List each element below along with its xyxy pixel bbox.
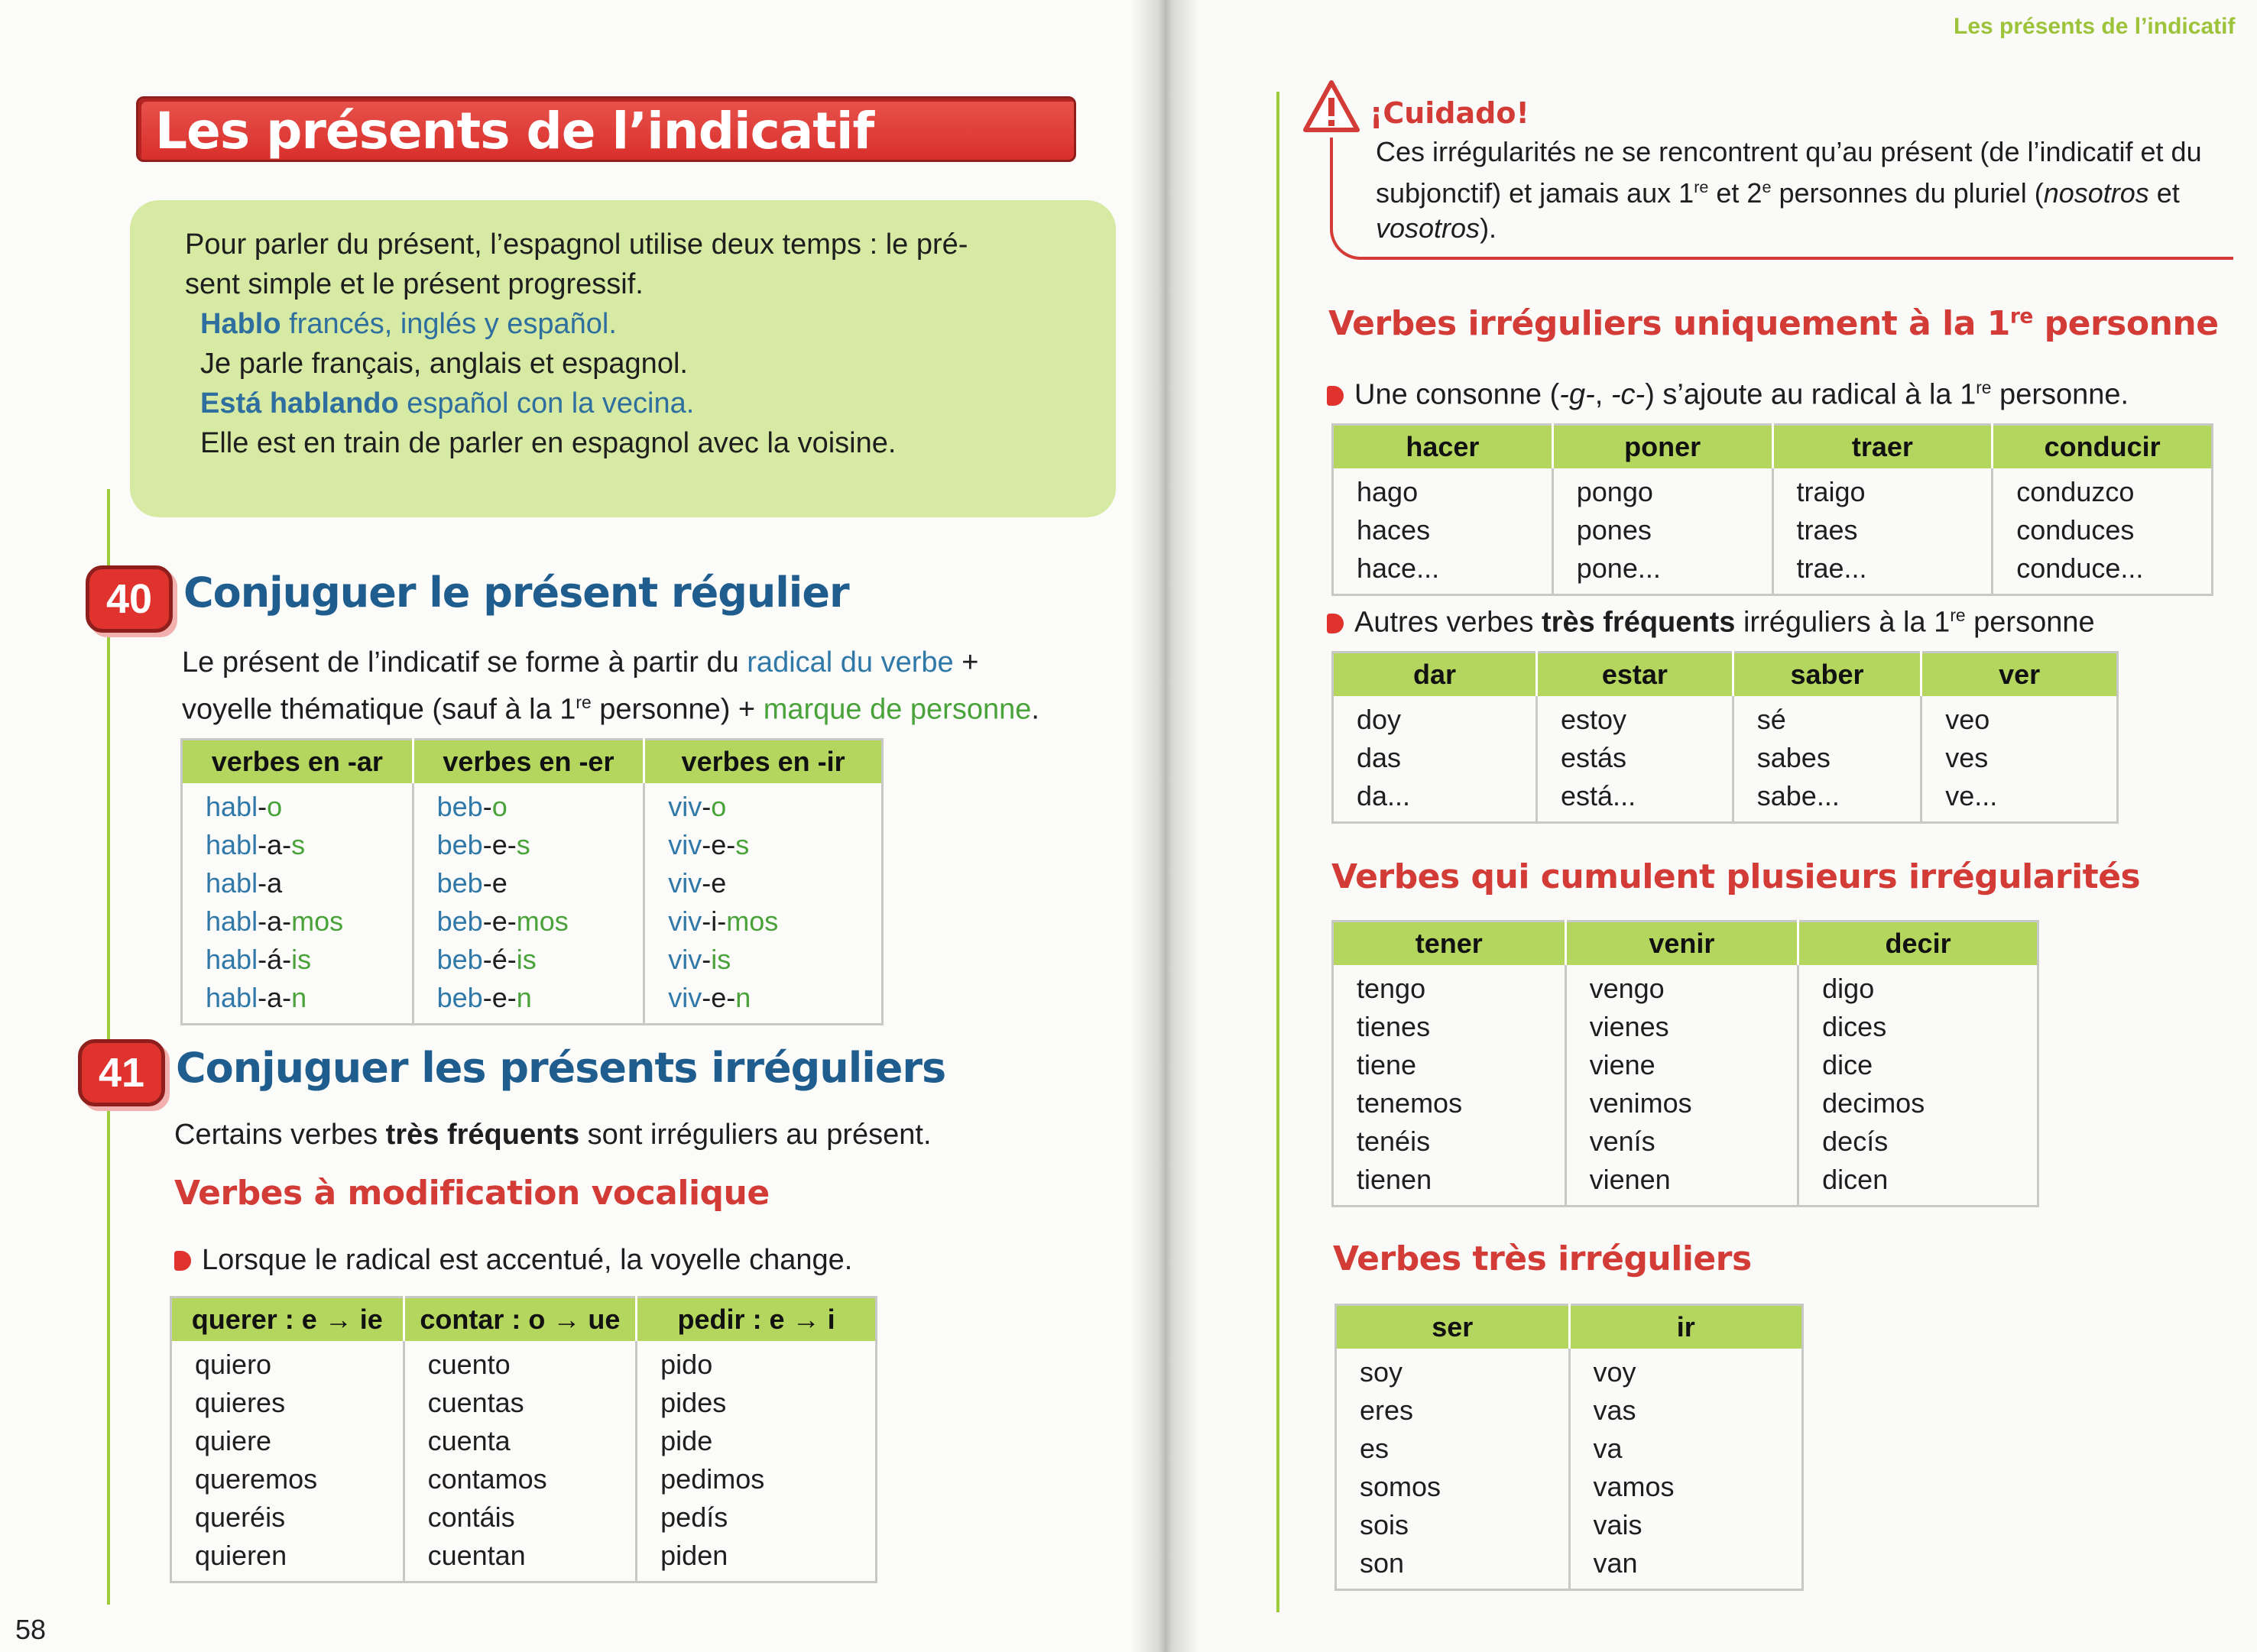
section-title-40: Conjuguer le présent régulier (183, 568, 849, 617)
list-item: tenemos (1357, 1087, 1463, 1119)
consonant-table (1331, 423, 2213, 596)
list-item: contamos (427, 1463, 547, 1495)
list-item: queréis (195, 1501, 286, 1533)
conjugation-er-3: beb-e-mos (436, 905, 569, 937)
list-item: queremos (195, 1463, 318, 1495)
running-head: Les présents de l’indicatif (1954, 14, 2236, 39)
section41-text: Certains verbes très fréquents sont irréguliers au présent. (174, 1119, 932, 1151)
conjugation-er-0: beb-o (436, 791, 508, 822)
list-item: conduce... (2016, 552, 2144, 584)
list-item: conduzco (2016, 476, 2135, 507)
conjugation-ar-2: habl-a (206, 867, 283, 899)
list-item: sabe... (1756, 780, 1840, 811)
cuidado-title: ¡Cuidado! (1370, 96, 1529, 130)
table-header-tener: tener (1333, 922, 1566, 966)
intro-example2-fr: Elle est en train de parler en espagnol avec la voisine. (200, 427, 897, 459)
table-header-dar: dar (1333, 653, 1537, 697)
table-header-poner: poner (1552, 425, 1772, 469)
conducir-column (1993, 468, 2213, 595)
ar-column (182, 783, 413, 1025)
list-item: son (1360, 1547, 1405, 1579)
list-item: dices (1822, 1011, 1887, 1042)
list-item: traigo (1796, 476, 1866, 507)
table-header-pedir: pedir : e → i (637, 1297, 877, 1342)
conjugation-ar-3: habl-a-mos (206, 905, 344, 937)
bullet-consonant: Une consonne (-g-, -c-) s’ajoute au radical à la 1re personne. (1327, 368, 2129, 414)
list-item: pide (660, 1425, 713, 1456)
venir-column (1565, 965, 1798, 1207)
list-item: pongo (1576, 476, 1653, 507)
conjugation-ir-5: viv-e-n (668, 982, 751, 1013)
list-item: estás (1561, 742, 1627, 773)
right-margin-rule (1276, 92, 1279, 1612)
list-item: cuentas (427, 1387, 524, 1418)
conjugation-ir-0: viv-o (668, 791, 727, 822)
intro-example2-es: Está hablando español con la vecina. (200, 387, 695, 419)
list-item: va (1593, 1433, 1623, 1464)
intro-text-line1: Pour parler du présent, l’espagnol utilise deux temps : le pré- (185, 228, 968, 261)
subtitle-cumulative: Verbes qui cumulent plusieurs irrégularités (1331, 857, 2141, 896)
chapter-title: Les présents de l’indicatif (136, 96, 1076, 162)
cuidado-line2: subjonctif) et jamais aux 1re et 2e personnes du pluriel (nosotros et (1376, 177, 2180, 209)
subtitle-vowel-change: Verbes à modification vocalique (174, 1174, 770, 1213)
section-title-41: Conjuguer les présents irréguliers (176, 1044, 946, 1092)
list-item: veo (1945, 704, 1990, 735)
list-item: cuenta (427, 1425, 511, 1456)
bullet-other-verbs: Autres verbes très fréquents irréguliers à la 1re personne (1327, 596, 2095, 642)
vowel-change-table (170, 1296, 877, 1583)
list-item: vamos (1593, 1471, 1675, 1502)
list-item: pido (660, 1349, 713, 1380)
table-header-conducir: conducir (1993, 425, 2213, 469)
list-item: quieres (195, 1387, 286, 1418)
table-header-decir: decir (1798, 922, 2038, 966)
list-item: digo (1822, 973, 1875, 1004)
list-item: soy (1360, 1356, 1403, 1388)
very-irregular-table (1334, 1304, 1804, 1591)
list-item: das (1357, 742, 1402, 773)
list-item: cuentan (427, 1540, 526, 1571)
conjugation-ar-0: habl-o (206, 791, 283, 822)
other-first-person-table (1331, 651, 2119, 824)
list-item: quieren (195, 1540, 287, 1571)
bullet-marker (174, 1251, 191, 1271)
list-item: dicen (1822, 1164, 1889, 1195)
dar-column (1333, 696, 1537, 823)
table-header-querer: querer : e → ie (171, 1297, 404, 1342)
er-column (413, 783, 644, 1025)
table-header-estar: estar (1537, 653, 1733, 697)
list-item: traes (1796, 514, 1858, 546)
list-item: ves (1945, 742, 1989, 773)
table-header-saber: saber (1733, 653, 1921, 697)
list-item: venimos (1589, 1087, 1692, 1119)
list-item: decís (1822, 1126, 1889, 1157)
warning-icon (1302, 79, 1360, 138)
list-item: quiero (195, 1349, 272, 1380)
list-item: somos (1360, 1471, 1441, 1502)
page-number: 58 (15, 1614, 47, 1645)
list-item: cuento (427, 1349, 511, 1380)
list-item: pedís (660, 1501, 728, 1533)
ir-column (644, 783, 883, 1025)
list-item: tengo (1357, 973, 1426, 1004)
list-item: quiere (195, 1425, 272, 1456)
table-header-hacer: hacer (1333, 425, 1553, 469)
intro-text-line2: sent simple et le présent progressif. (185, 268, 644, 300)
ser-column (1336, 1349, 1570, 1590)
conjugation-ir-3: viv-i-mos (668, 905, 779, 937)
conjugation-er-5: beb-e-n (436, 982, 532, 1013)
intro-example1-es: Hablo francés, inglés y español. (200, 308, 617, 340)
list-item: dice (1822, 1049, 1873, 1080)
list-item: tienes (1357, 1011, 1431, 1042)
conjugation-ar-1: habl-a-s (206, 829, 306, 860)
intro-example1-fr: Je parle français, anglais et espagnol. (200, 348, 688, 380)
table-header-ser: ser (1336, 1305, 1570, 1349)
conjugation-ir-2: viv-e (668, 867, 727, 899)
list-item: viene (1589, 1049, 1655, 1080)
conjugation-er-4: beb-é-is (436, 944, 537, 975)
list-item: tienen (1357, 1164, 1432, 1195)
table-header-venir: venir (1565, 922, 1798, 966)
conjugation-er-1: beb-e-s (436, 829, 530, 860)
list-item: tiene (1357, 1049, 1417, 1080)
bullet-marker (1327, 614, 1344, 633)
ir-verb-column (1569, 1349, 1803, 1590)
table-header-er: verbes en -er (413, 740, 644, 784)
list-item: pedimos (660, 1463, 765, 1495)
cumulative-table (1331, 920, 2039, 1207)
list-item: pone... (1576, 552, 1661, 584)
conjugation-ir-4: viv-is (668, 944, 731, 975)
ver-column (1921, 696, 2118, 823)
section-number-badge-40: 40 (86, 565, 173, 633)
list-item: sabes (1756, 742, 1831, 773)
list-item: hace... (1357, 552, 1440, 584)
list-item: vienen (1589, 1164, 1671, 1195)
section40-text-line1: Le présent de l’indicatif se forme à partir du radical du verbe + (182, 646, 979, 679)
tener-column (1333, 965, 1566, 1207)
list-item: vas (1593, 1394, 1636, 1426)
list-item: hago (1357, 476, 1419, 507)
pedir-column (637, 1341, 877, 1582)
list-item: decimos (1822, 1087, 1925, 1119)
table-header-ir: verbes en -ir (644, 740, 883, 784)
list-item: doy (1357, 704, 1402, 735)
section40-text-line2: voyelle thématique (sauf à la 1re personne) + marque de personne. (182, 692, 1039, 726)
list-item: ve... (1945, 780, 1998, 811)
bullet-marker (1327, 386, 1344, 406)
cuidado-line1: Ces irrégularités ne se rencontrent qu’au présent (de l’indicatif et du (1376, 136, 2202, 167)
table-header-traer: traer (1772, 425, 1993, 469)
list-item: van (1593, 1547, 1638, 1579)
conjugation-er-2: beb-e (436, 867, 508, 899)
conjugation-ar-5: habl-a-n (206, 982, 307, 1013)
subtitle-very-irregular: Verbes très irréguliers (1333, 1239, 1752, 1278)
subtitle-first-person: Verbes irréguliers uniquement à la 1re personne (1328, 304, 2219, 343)
list-item: eres (1360, 1394, 1414, 1426)
section-number-badge-41: 41 (78, 1039, 165, 1106)
hacer-column (1333, 468, 1553, 595)
decir-column (1798, 965, 2038, 1207)
conjugation-ar-4: habl-á-is (206, 944, 312, 975)
list-item: venís (1589, 1126, 1655, 1157)
table-header-ar: verbes en -ar (182, 740, 413, 784)
list-item: está... (1561, 780, 1636, 811)
list-item: conduces (2016, 514, 2135, 546)
list-item: vais (1593, 1509, 1642, 1540)
conjugation-ir-1: viv-e-s (668, 829, 750, 860)
traer-column (1772, 468, 1993, 595)
list-item: pides (660, 1387, 727, 1418)
regular-present-table (180, 738, 884, 1025)
list-item: trae... (1796, 552, 1867, 584)
list-item: haces (1357, 514, 1431, 546)
poner-column (1552, 468, 1772, 595)
list-item: tenéis (1357, 1126, 1431, 1157)
list-item: estoy (1561, 704, 1627, 735)
querer-column (171, 1341, 404, 1582)
list-item: contáis (427, 1501, 515, 1533)
list-item: voy (1593, 1356, 1636, 1388)
list-item: vienes (1589, 1011, 1669, 1042)
bullet-vowel-change: Lorsque le radical est accentué, la voyelle change. (174, 1241, 852, 1279)
saber-column (1733, 696, 1921, 823)
table-header-ir: ir (1569, 1305, 1803, 1349)
contar-column (404, 1341, 637, 1582)
estar-column (1537, 696, 1733, 823)
book-gutter (1131, 0, 1200, 1652)
list-item: es (1360, 1433, 1390, 1464)
list-item: pones (1576, 514, 1652, 546)
list-item: piden (660, 1540, 728, 1571)
cuidado-text (1376, 134, 2216, 246)
list-item: sé (1756, 704, 1786, 735)
intro-box (130, 200, 1116, 517)
table-header-contar: contar : o → ue (404, 1297, 637, 1342)
list-item: sois (1360, 1509, 1409, 1540)
table-header-ver: ver (1921, 653, 2118, 697)
cuidado-line3: vosotros). (1376, 212, 1497, 244)
list-item: vengo (1589, 973, 1665, 1004)
list-item: da... (1357, 780, 1411, 811)
